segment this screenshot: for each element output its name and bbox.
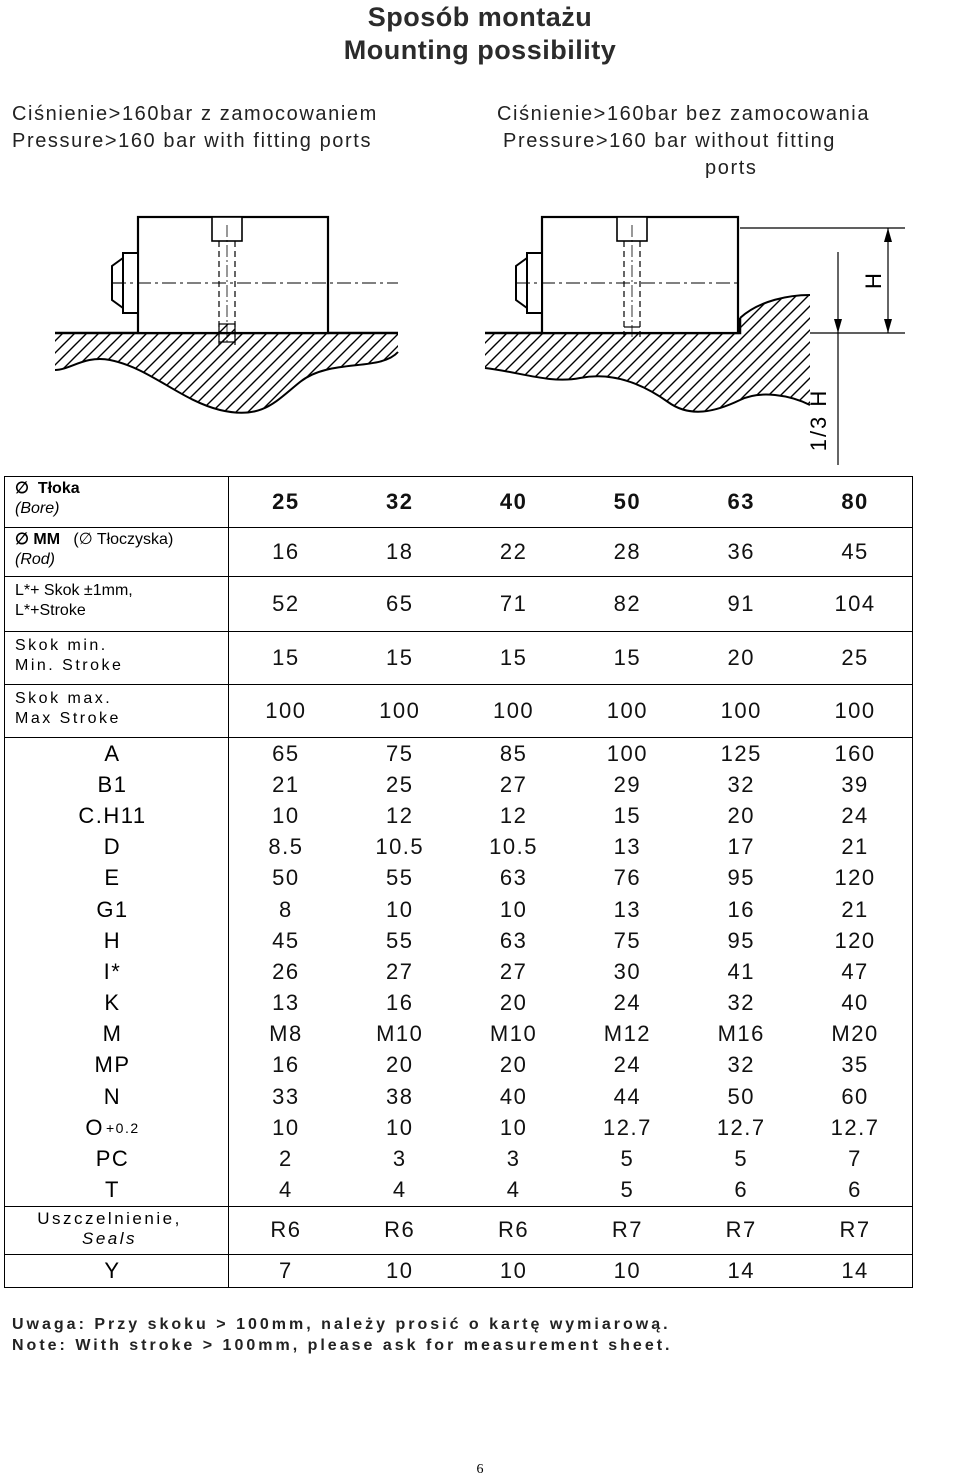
dimension-value-row (229, 769, 912, 800)
dimension-value-row (229, 925, 912, 956)
dimension-value-row (229, 956, 912, 987)
table-cell: 13 (613, 834, 642, 860)
table-row-seals (5, 1206, 913, 1254)
table-row-max-stroke (5, 685, 913, 738)
table-cell: 85 (499, 740, 528, 766)
table-cell: 82 (613, 591, 642, 616)
table-cell: R6 (384, 1217, 416, 1243)
dimension-label: M (102, 1021, 123, 1047)
table-cell: 33 (272, 1083, 300, 1109)
table-cell: 40 (841, 990, 869, 1016)
table-cell: 3 (506, 1146, 521, 1172)
table-cell: 12 (499, 802, 528, 828)
table-cell: 6 (734, 1177, 749, 1203)
dimension-label: G1 (96, 896, 129, 922)
table-cell: 35 (841, 1052, 869, 1078)
table-cell: M10 (376, 1021, 424, 1047)
dim-third-h-label: 1/3 H (806, 388, 831, 452)
table-row-dimensions (5, 738, 913, 1207)
seals-values (229, 1207, 912, 1254)
dimension-label: T (105, 1177, 120, 1203)
table-cell: 25 (272, 489, 300, 514)
table-cell: 47 (841, 958, 869, 984)
min-label-pl: Skok min. (15, 637, 108, 654)
table-cell: 20 (727, 645, 755, 670)
table-cell: 65 (386, 591, 414, 616)
max-label-pl: Skok max. (15, 690, 113, 707)
dimension-value-row (229, 1019, 912, 1050)
tolerance-superscript: +0.2 (105, 1119, 140, 1136)
table-cell: 10 (272, 1114, 300, 1140)
table-cell: 45 (272, 927, 300, 953)
dimension-label: B1 (97, 771, 128, 797)
table-cell: 63 (499, 927, 528, 953)
min-label-en: Min. Stroke (15, 657, 124, 674)
table-cell: 63 (727, 489, 755, 514)
dimension-label: PC (95, 1146, 130, 1172)
table-cell: 95 (727, 865, 755, 891)
table-cell: 91 (727, 591, 755, 616)
dimension-label: I* (103, 958, 122, 984)
table-cell: 104 (834, 591, 876, 616)
table-cell: 100 (834, 698, 876, 723)
table-cell: 120 (834, 927, 876, 953)
dimension-label: N (103, 1083, 122, 1109)
table-cell: 10 (499, 896, 528, 922)
y-label: Y (104, 1257, 121, 1283)
spec-table (4, 476, 913, 1288)
right-cylinder-assembly (485, 217, 905, 465)
bore-label-pl: Tłoka (37, 480, 80, 497)
table-cell: 24 (613, 1052, 642, 1078)
table-cell: 12.7 (716, 1114, 766, 1140)
table-cell: 40 (499, 1083, 528, 1109)
rod-label-pl2: (∅ Tłoczyska) (73, 531, 174, 548)
table-cell: 36 (727, 539, 755, 564)
table-cell: M20 (831, 1021, 879, 1047)
table-cell: 20 (727, 802, 755, 828)
dimension-value-row (229, 1175, 912, 1206)
table-cell: 95 (727, 927, 755, 953)
length-label-pl: L*+ Skok ±1mm, (15, 582, 133, 599)
table-cell: 10.5 (489, 834, 538, 860)
dimension-label: C.H11 (78, 802, 147, 828)
dimension-value-row (229, 1081, 912, 1112)
table-cell: 71 (499, 591, 528, 616)
table-cell: 12.7 (602, 1114, 652, 1140)
table-cell: 44 (613, 1083, 642, 1109)
table-cell: 7 (279, 1257, 293, 1283)
table-cell: 15 (386, 645, 414, 670)
table-cell: 76 (613, 865, 642, 891)
table-row-y (5, 1254, 913, 1287)
table-cell: 17 (727, 834, 755, 860)
dimension-value-row (229, 863, 912, 894)
table-cell: R6 (498, 1217, 530, 1243)
right-heading-en: Pressure>160 bar without fitting (503, 130, 837, 152)
table-cell: 120 (834, 865, 876, 891)
table-cell: 160 (834, 740, 876, 766)
table-row-min-stroke (5, 632, 913, 685)
table-cell: 10 (613, 1257, 642, 1283)
table-cell: 32 (386, 489, 414, 514)
table-cell: 100 (606, 740, 648, 766)
table-row-rod: ∅ MM (∅ Tłoczyska) (Rod) 16 18 22 28 36 45 (5, 528, 913, 577)
table-cell: 12 (386, 802, 414, 828)
table-cell: 16 (272, 539, 300, 564)
bore-values (229, 477, 912, 527)
table-cell: 45 (841, 539, 869, 564)
table-cell: 38 (386, 1083, 414, 1109)
dimension-label: H (103, 927, 122, 953)
dimension-value-row (229, 1143, 912, 1174)
table-cell: 18 (386, 539, 414, 564)
table-cell: 4 (506, 1177, 521, 1203)
table-cell: 40 (499, 489, 528, 514)
dimension-value-row (229, 894, 912, 925)
table-cell: 41 (727, 958, 755, 984)
rod-label-en: (Rod) (15, 551, 56, 568)
table-cell: 50 (272, 865, 300, 891)
right-heading-pl: Ciśnienie>160bar bez zamocowania (497, 103, 871, 125)
dimension-label: MP (94, 1052, 131, 1078)
dimension-label: K (104, 990, 121, 1016)
table-cell: M16 (717, 1021, 765, 1047)
table-cell: 10 (386, 896, 414, 922)
table-cell: R7 (725, 1217, 757, 1243)
table-cell: 4 (279, 1177, 293, 1203)
left-heading-en: Pressure>160 bar with fitting ports (12, 130, 373, 152)
table-cell: 55 (386, 865, 414, 891)
table-cell: 15 (272, 645, 300, 670)
table-cell: 22 (499, 539, 528, 564)
right-heading-en-cont: ports (705, 157, 758, 179)
table-cell: 10 (499, 1257, 528, 1283)
table-cell: 20 (499, 1052, 528, 1078)
table-cell: 20 (499, 990, 528, 1016)
y-values (229, 1255, 912, 1287)
table-cell: 10.5 (375, 834, 425, 860)
table-cell: 16 (727, 896, 755, 922)
dimension-label: A (104, 740, 121, 766)
dimension-label: D (103, 834, 122, 860)
max-label-en: Max Stroke (15, 710, 121, 727)
table-cell: 25 (386, 771, 414, 797)
table-cell: 10 (272, 802, 300, 828)
page-title-pl: Sposób montażu (367, 2, 593, 32)
table-cell: 100 (606, 698, 648, 723)
left-heading-pl: Ciśnienie>160bar z zamocowaniem (12, 103, 378, 125)
dim-h-label: H (861, 271, 886, 289)
table-cell: 100 (492, 698, 535, 723)
table-cell: 60 (841, 1083, 869, 1109)
table-cell: 125 (720, 740, 762, 766)
table-cell: 13 (613, 896, 642, 922)
dimension-value-row (229, 1050, 912, 1081)
table-cell: 28 (613, 539, 642, 564)
table-cell: 2 (279, 1146, 293, 1172)
table-cell: 32 (727, 990, 755, 1016)
table-cell: 24 (841, 802, 869, 828)
table-cell: 52 (272, 591, 300, 616)
table-cell: 80 (841, 489, 869, 514)
table-cell: 30 (613, 958, 642, 984)
seals-label-pl: Uszczelnienie, (37, 1208, 182, 1228)
dimension-label: O +0.2 (85, 1114, 140, 1140)
dimension-labels (5, 738, 228, 1206)
dimension-value-row (229, 988, 912, 1019)
table-cell: 6 (848, 1177, 862, 1203)
left-cylinder-assembly (55, 217, 398, 413)
table-cell: 50 (727, 1083, 755, 1109)
table-cell: 75 (386, 740, 414, 766)
table-cell: 27 (499, 958, 528, 984)
table-cell: 5 (620, 1146, 635, 1172)
table-cell: 8 (279, 896, 293, 922)
table-cell: 7 (848, 1146, 862, 1172)
min-stroke-values (229, 632, 912, 684)
table-cell: 14 (841, 1257, 869, 1283)
table-cell: R7 (611, 1217, 643, 1243)
dimension-label: E (104, 865, 121, 891)
table-cell: 100 (720, 698, 762, 723)
table-cell: 32 (727, 1052, 755, 1078)
bore-label-en: (Bore) (15, 500, 60, 517)
left-ground-hatch (55, 333, 398, 413)
table-cell: 10 (386, 1257, 414, 1283)
table-cell: 8.5 (268, 834, 304, 860)
max-stroke-values (229, 685, 912, 737)
table-cell: R7 (839, 1217, 871, 1243)
table-cell: 32 (727, 771, 755, 797)
dimension-value-row (229, 1112, 912, 1143)
dimension-value-row (229, 738, 912, 769)
length-values (229, 577, 912, 631)
table-cell: M10 (489, 1021, 538, 1047)
table-row-bore: ∅ Tłoka (Bore) 25 32 40 50 63 80 (5, 477, 913, 528)
dimension-value-row (229, 832, 912, 863)
table-cell: 29 (613, 771, 642, 797)
table-cell: M8 (269, 1021, 303, 1047)
table-cell: 5 (620, 1177, 635, 1203)
table-cell: 20 (386, 1052, 414, 1078)
page-title-en: Mounting possibility (343, 35, 617, 65)
rod-values (229, 528, 912, 576)
table-cell: 15 (613, 645, 642, 670)
table-cell: 14 (727, 1257, 755, 1283)
note-pl: Uwaga: Przy skoku > 100mm, należy prosić o kartę wymiarową. (12, 1316, 671, 1333)
table-cell: 21 (841, 834, 869, 860)
table-cell: 10 (499, 1114, 528, 1140)
table-cell: R6 (270, 1217, 302, 1243)
table-cell: 25 (841, 645, 869, 670)
note-en: Note: With stroke > 100mm, please ask for measurement sheet. (12, 1337, 673, 1354)
table-cell: 21 (272, 771, 300, 797)
table-cell: 39 (841, 771, 869, 797)
table-cell: 26 (272, 958, 300, 984)
table-cell: 75 (613, 927, 642, 953)
table-cell: 3 (392, 1146, 407, 1172)
table-cell: 21 (841, 896, 869, 922)
table-cell: 5 (734, 1146, 749, 1172)
length-label-en: L*+Stroke (15, 602, 86, 619)
table-cell: 100 (265, 698, 307, 723)
table-cell: 16 (272, 1052, 300, 1078)
table-row-length (5, 577, 913, 632)
table-cell: 24 (613, 990, 642, 1016)
rod-label-pl: MM (33, 531, 61, 548)
table-cell: 16 (386, 990, 414, 1016)
table-cell: 15 (613, 802, 642, 828)
table-cell: 27 (499, 771, 528, 797)
dimension-value-row (229, 800, 912, 831)
table-cell: 15 (499, 645, 528, 670)
table-cell: 50 (613, 489, 642, 514)
table-cell: 100 (379, 698, 421, 723)
table-cell: 63 (499, 865, 528, 891)
mounting-drawing (0, 190, 960, 470)
seals-label-en: Seals (81, 1228, 138, 1248)
table-cell: 27 (386, 958, 414, 984)
table-cell: 10 (386, 1114, 414, 1140)
table-cell: 4 (392, 1177, 407, 1203)
table-cell: 65 (272, 740, 300, 766)
page-number: 6 (476, 1462, 484, 1477)
dimension-values (229, 738, 912, 1206)
table-cell: 55 (386, 927, 414, 953)
table-cell: 12.7 (830, 1114, 880, 1140)
table-cell: 13 (272, 990, 300, 1016)
table-cell: M12 (603, 1021, 652, 1047)
